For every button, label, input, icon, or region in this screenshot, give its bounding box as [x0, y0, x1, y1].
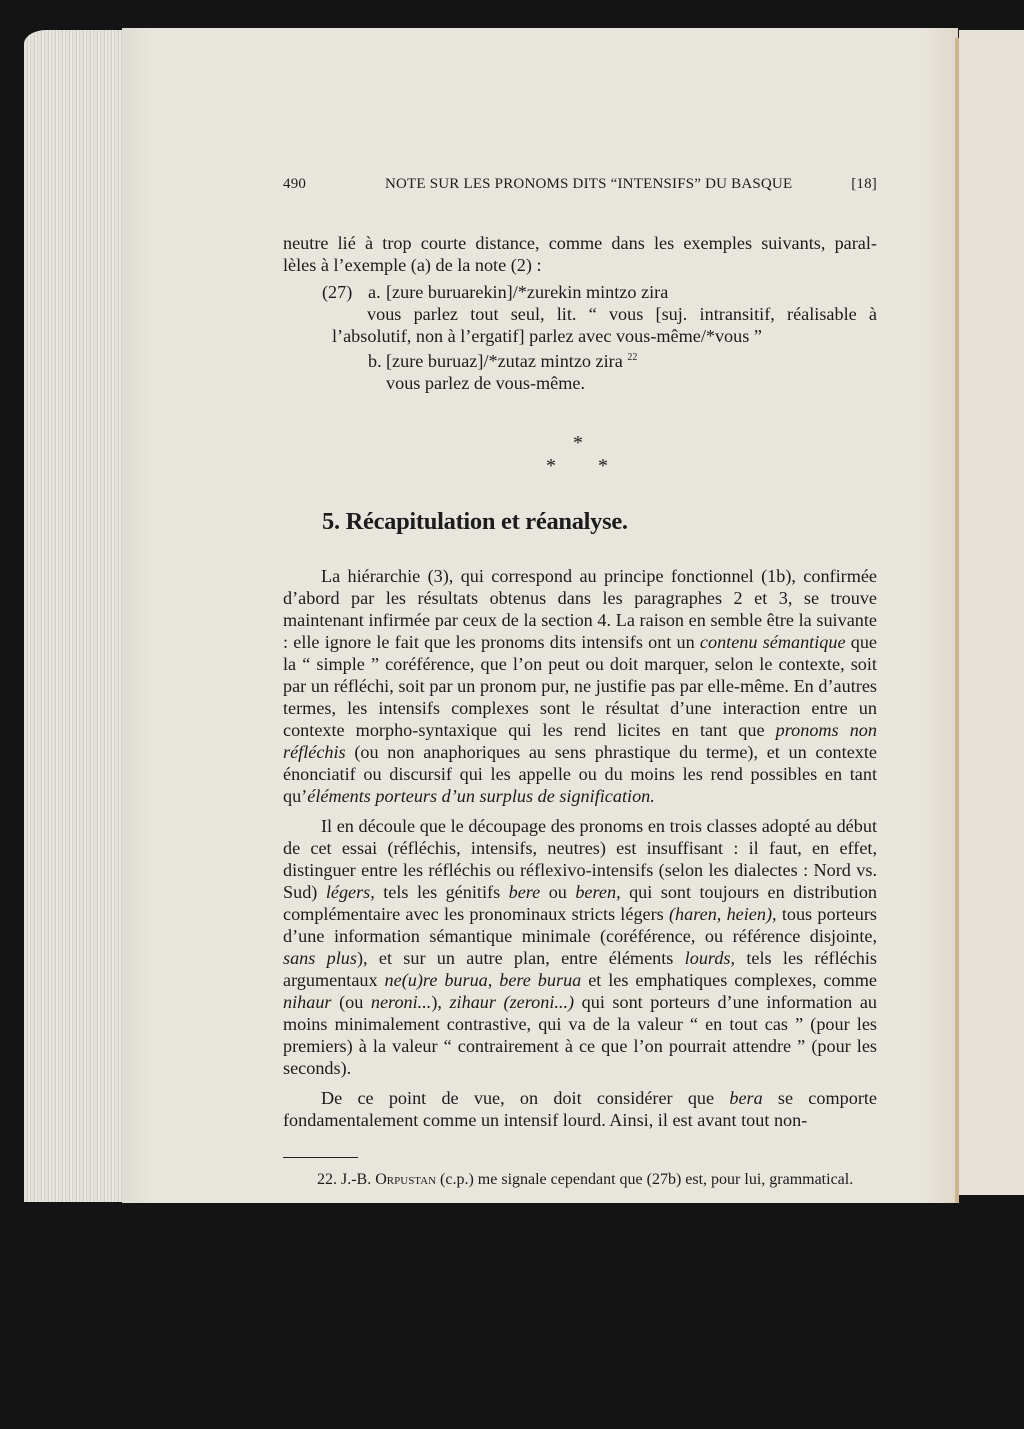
intro-line-1: neutre lié à trop courte distance, comme dans les exemples suivants, paral- — [283, 233, 877, 253]
separator-star-top: * — [573, 432, 583, 454]
p2-text-1: Il en découle que le découpage des pronoms en trois classes adopté au début de cet essai (réfléchis, intensifs, neutres) est insuffisant : il faut, en effet, distinguer entre les réfléchis ou réflexivo-intensifs (selon les dialectes : Nord vs. Sud) — [283, 816, 877, 902]
p2-italic-6: lourds, — [684, 948, 736, 968]
example-a-label: a. — [368, 282, 381, 302]
p2-italic-5: sans plus — [283, 948, 357, 968]
intro-text — [283, 232, 877, 276]
p2-italic-9: neroni... — [370, 992, 432, 1012]
p2-text-10: ), — [431, 992, 450, 1012]
p2-italic-1: légers, — [325, 882, 375, 902]
p1-italic-1: contenu sémantique — [699, 632, 846, 652]
p2-italic-10: zihaur (zeroni...) — [449, 992, 575, 1012]
p1-text-1: La hiérarchie (3), qui correspond au principe fonctionnel (1b), confirmée d’abord par les résultats obtenus dans les paragraphes 2 et 3, se trouve maintenant infirmée par ceux de la section 4. La raison en semble être la suivante : elle ignore le fait que les pronoms dits intensifs ont un — [283, 566, 877, 652]
paragraph-3 — [283, 1087, 877, 1131]
p2-text-4: qui sont toujours en distribution complémentaire avec les pronominaux stricts légers — [283, 882, 878, 924]
footnote-rule — [283, 1157, 358, 1158]
p2-text-5: tous porteurs d’une information sémantique minimale (coréférence, ou référence disjointe, — [283, 904, 877, 946]
footnote-22 — [283, 1170, 877, 1190]
example-b-label: b. — [368, 351, 382, 371]
intro-line-2: lèles à l’exemple (a) de la note (2) : — [283, 255, 542, 275]
paragraph-1 — [283, 565, 877, 807]
example-a-gloss-1: vous parlez tout seul, lit. “ vous [suj. intransitif, réalisable à — [367, 304, 877, 324]
running-title: NOTE SUR LES PRONOMS DITS “INTENSIFS” DU BASQUE — [384, 176, 793, 192]
p2-text-9: (ou — [331, 992, 371, 1012]
example-a-basque: [zure buruarekin]/*zurekin mintzo zira — [386, 282, 669, 302]
example-a-gloss-2: l’absolutif, non à l’ergatif] parlez avec vous-même/*vous ” — [332, 326, 762, 346]
separator-star-right: * — [598, 455, 608, 477]
separator-star-left: * — [546, 455, 556, 477]
p2-italic-2: bere — [508, 882, 541, 902]
p1-text-3: (ou non anaphoriques au sens phrastique du terme), et un contexte énonciatif ou discursif qui les appelle ou du moins les rend possibles en tant qu’ — [283, 742, 877, 806]
example-b-basque-line — [386, 350, 637, 372]
p2-italic-3: beren, — [575, 882, 621, 902]
p2-italic-4: (haren, heien), — [668, 904, 777, 924]
footnote-text: (c.p.) me signale cependant que (27b) est, pour lui, grammatical. — [436, 1171, 854, 1188]
example-b-gloss: vous parlez de vous-même. — [386, 373, 585, 393]
example-b-basque: [zure buruaz]/*zutaz mintzo zira — [386, 351, 623, 371]
body-text — [283, 565, 877, 1131]
paragraph-2 — [283, 815, 877, 1079]
example-number: (27) — [322, 282, 353, 302]
facing-page-edge — [959, 30, 1024, 1195]
section-heading: 5. Récapitulation et réanalyse. — [322, 508, 628, 535]
p3-italic-1: bera — [729, 1088, 763, 1108]
running-head — [283, 176, 877, 193]
page-number: 490 — [283, 176, 307, 192]
footnote-number: 22. J.-B. — [317, 1171, 372, 1188]
page-edges — [24, 30, 124, 1202]
p1-text-2: que la “ simple ” coréférence, que l’on peut ou doit marquer, selon le contexte, soit par un réfléchi, soit par un pronom pur, ne justifie pas par elle-même. En d’autres termes, les intensifs complexes sont le résultat d’une interaction entre un contexte morpho-syntaxique qui les rend licites en tant que — [283, 632, 877, 740]
footnote-author: Orpustan — [375, 1171, 437, 1188]
footnote-ref-22[interactable]: 22 — [627, 351, 638, 363]
section-ref: [18] — [851, 176, 877, 192]
p2-text-7: tels les réfléchis argumentaux — [283, 948, 877, 990]
p2-text-11: qui sont porteurs d’une information au moins minimalement contrastive, qui va de la valeur “ en tout cas ” (pour les premiers) à la valeur “ contrairement à ce que l’on pourrait attendre ” (pour les seconds). — [283, 992, 877, 1078]
p3-text-2: se comporte fondamentalement comme un intensif lourd. Ainsi, il est avant tout non- — [283, 1088, 877, 1130]
p2-text-6: ), et sur un autre plan, entre éléments — [356, 948, 685, 968]
p3-text-1: De ce point de vue, on doit considérer que — [321, 1088, 730, 1108]
p1-italic-2: pronoms non réfléchis — [283, 720, 877, 762]
p1-italic-3: éléments porteurs d’un surplus de signification. — [307, 786, 655, 806]
p2-italic-8: nihaur — [283, 992, 332, 1012]
p2-italic-7: ne(u)re burua, bere burua — [384, 970, 582, 990]
p2-text-2: tels les génitifs — [374, 882, 509, 902]
p2-text-8: et les emphatiques complexes, comme — [581, 970, 877, 990]
p2-text-3: ou — [540, 882, 576, 902]
